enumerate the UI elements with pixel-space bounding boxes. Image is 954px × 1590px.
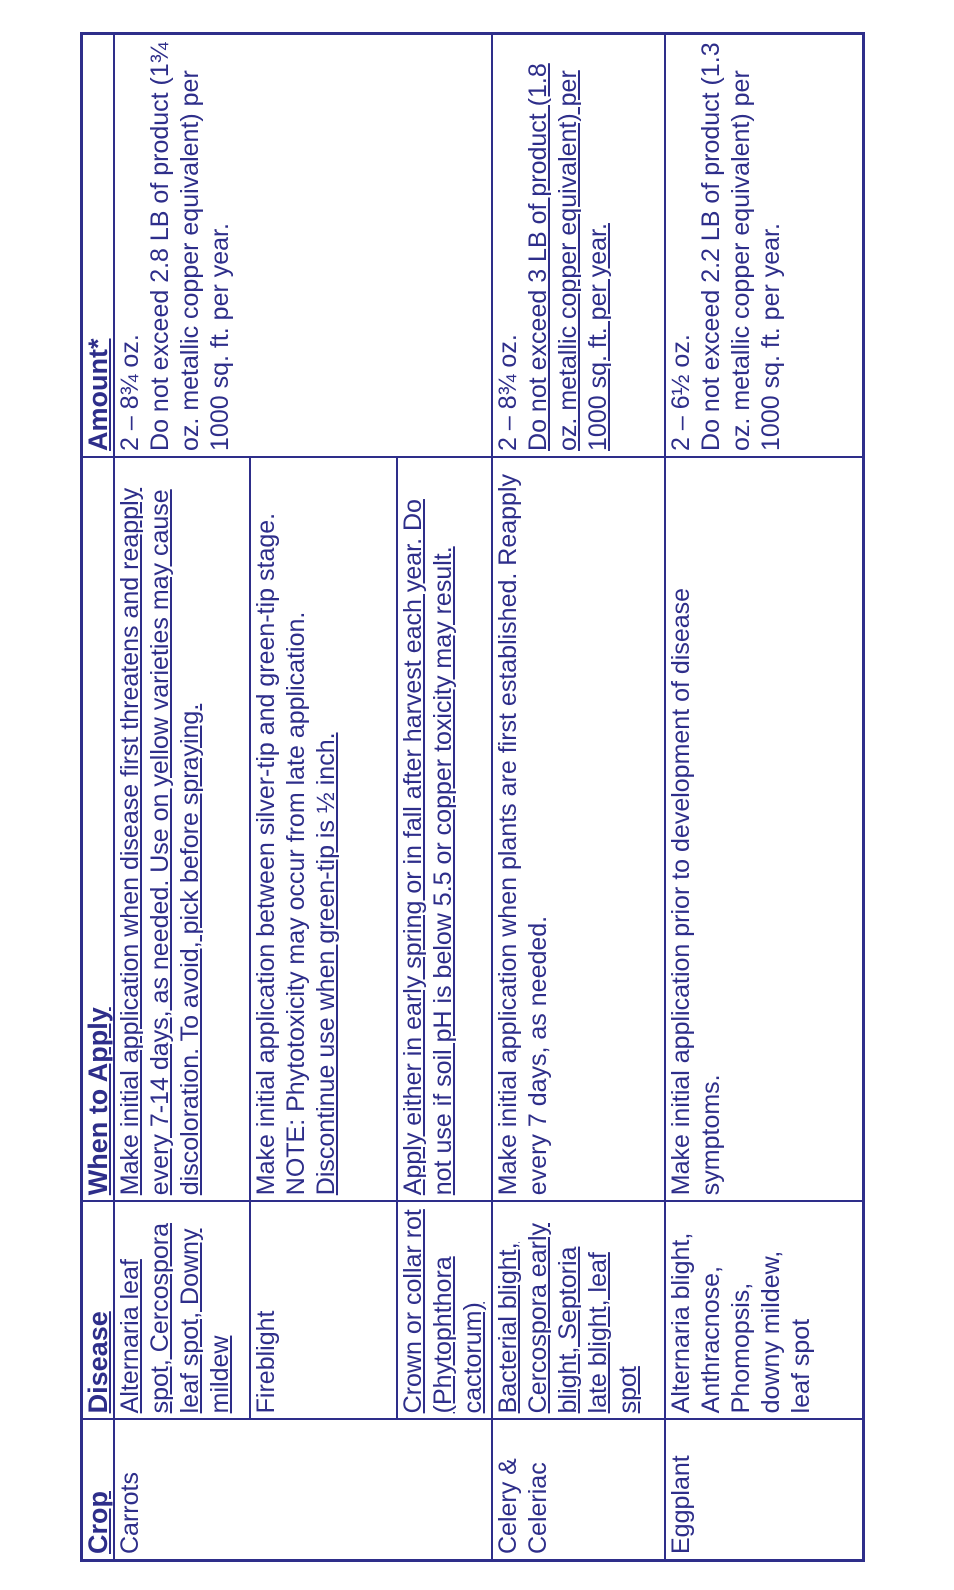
crop-cell: Eggplant <box>665 1419 864 1560</box>
when-text: Make initial application when disease first threatens and reapply every 7-14 days, as needed. Use on yellow varieties may cause discoloration. To avoid, pick before spraying. <box>116 487 204 1196</box>
amount-cell <box>665 34 864 457</box>
amount-limit: Do not exceed 3 LB of product (1.8 oz. metallic copper equivalent) per 1000 sq. ft. per year. <box>524 63 613 451</box>
crop-cell: Celery & Celeriac <box>492 1419 665 1560</box>
when-cell <box>250 457 397 1201</box>
amount-rate: 2 – 8¾ oz. <box>494 334 523 451</box>
table-row <box>114 34 250 1561</box>
header-crop: Crop <box>82 1419 115 1560</box>
disease-cell <box>397 1201 492 1419</box>
disease-cell <box>492 1201 665 1419</box>
header-row <box>82 34 115 1561</box>
header-amount: Amount* <box>82 34 115 457</box>
disease-text: Bacterial blight, Cercospora early blight, Septoria late blight, leaf spot <box>494 1223 643 1414</box>
disease-text: Alternaria leaf spot, Cercospora leaf spot, Downy mildew <box>116 1222 234 1414</box>
when-note: NOTE: Phytotoxicity may occur from late application. <box>282 611 311 1196</box>
application-rate-table <box>80 32 865 1562</box>
when-text: Make initial application between silver-tip and green-tip stage. <box>252 512 281 1196</box>
amount-rate: 2 – 6½ oz. <box>666 334 695 451</box>
amount-cell <box>492 34 665 457</box>
when-note-underlined: Discontinue use when green-tip is ½ inch. <box>312 732 341 1196</box>
table-row <box>665 34 864 1561</box>
when-cell: Make initial application when plants are first established. Reapply every 7 days, as needed. <box>492 457 665 1201</box>
disease-text: Crown or collar rot (Phytophthora cactorum) <box>399 1209 488 1414</box>
table-row <box>492 34 665 1561</box>
when-text: Apply either in early spring or in fall after harvest each year. Do not use if soil pH is below 5.5 or copper toxicity may result. <box>399 499 458 1196</box>
when-cell <box>397 457 492 1201</box>
when-cell: Make initial application prior to development of disease symptoms. <box>665 457 864 1201</box>
header-when-to-apply: When to Apply <box>82 457 115 1201</box>
amount-cell <box>114 34 492 457</box>
disease-cell <box>114 1201 250 1419</box>
header-disease: Disease <box>82 1201 115 1419</box>
when-cell <box>114 457 250 1201</box>
amount-limit: Do not exceed 2.8 LB of product (1¾ oz. metallic copper equivalent) per 1000 sq. ft. per year. <box>146 42 234 451</box>
crop-cell: Carrots <box>114 1419 492 1560</box>
disease-cell: Fireblight <box>250 1201 397 1419</box>
amount-limit: Do not exceed 2.2 LB of product (1.3 oz. metallic copper equivalent) per 1000 sq. ft. per year. <box>696 42 785 451</box>
amount-rate: 2 – 8¾ oz. <box>116 334 144 451</box>
disease-cell: Alternaria blight, Anthracnose, Phomopsis, downy mildew, leaf spot <box>665 1201 864 1419</box>
